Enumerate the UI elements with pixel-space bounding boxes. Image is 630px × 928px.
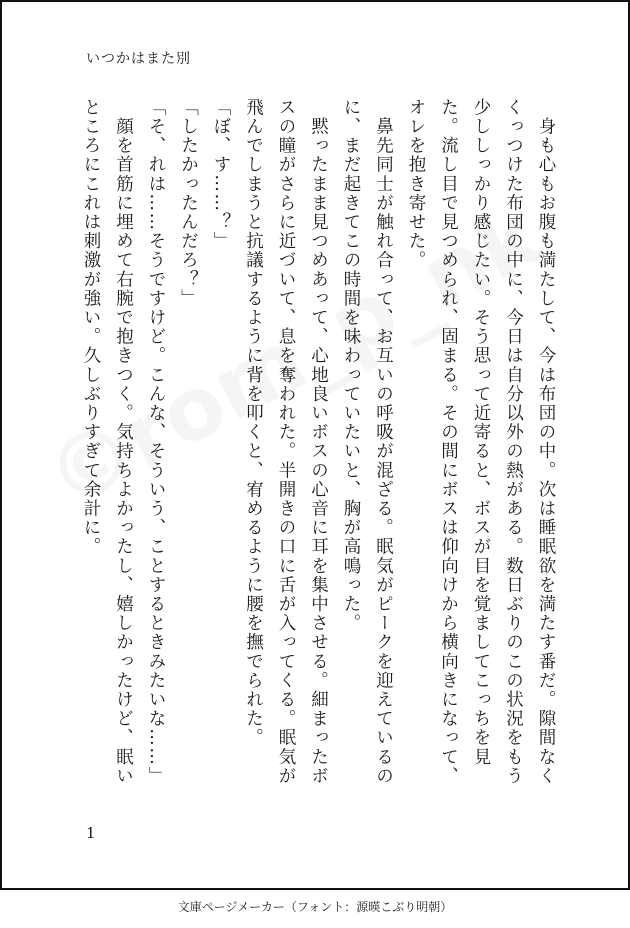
dialogue-line: 「したかったんだろ？」 — [178, 98, 199, 309]
dialogue-line: 「そ、れは……そうですけど。こんな、そういう、ことするときみたいな……」 — [146, 98, 166, 786]
page-number: 1 — [86, 824, 96, 842]
paragraph: 顔を首筋に埋めて右腕で抱きつく。気持ちよかったし、嬉しかったけど、眠いところにこれは刺激が強い。久しぶりすぎて余計に。 — [81, 98, 134, 786]
paragraph: 身も心もお腹も満たして、今は布団の中。次は睡眠欲を満たす番だ。隙間なくくっつけた布団の中に、今日は自分以外の熱がある。数日ぶりのこの状況をもう少ししっかり感じたい。そう思って近寄ると、ボスが目を覚ましてこっちを見た。流し目で見つめられ、固まる。その間にボスは仰向けから横向きになって、オレを抱き寄せた。 — [406, 98, 556, 786]
vertical-text-body — [72, 98, 562, 788]
dialogue-line: 「ぼ、す……？」 — [211, 98, 231, 251]
footer-credit: 文庫ページメーカー（フォント：源暎こぶり明朝） — [177, 900, 453, 914]
page-title: いつかはまた別 — [86, 51, 191, 67]
paragraph: 鼻先同士が触れ合って、お互いの呼吸が混ざる。眠気がピークを迎えているのに、まだ起きてこの時間を味わっていたいと、胸が高鳴った。 — [341, 98, 394, 786]
paragraph: 黙ったまま見つめあって、心地良いボスの心音に耳を集中させる。細まったボスの瞳がさらに近づいて、息を奪われた。半開きの口に舌が入ってくる。眠気が飛んでしまうと抗議するように背を叩くと、宥めるように腰を撫でられた。 — [243, 98, 329, 786]
